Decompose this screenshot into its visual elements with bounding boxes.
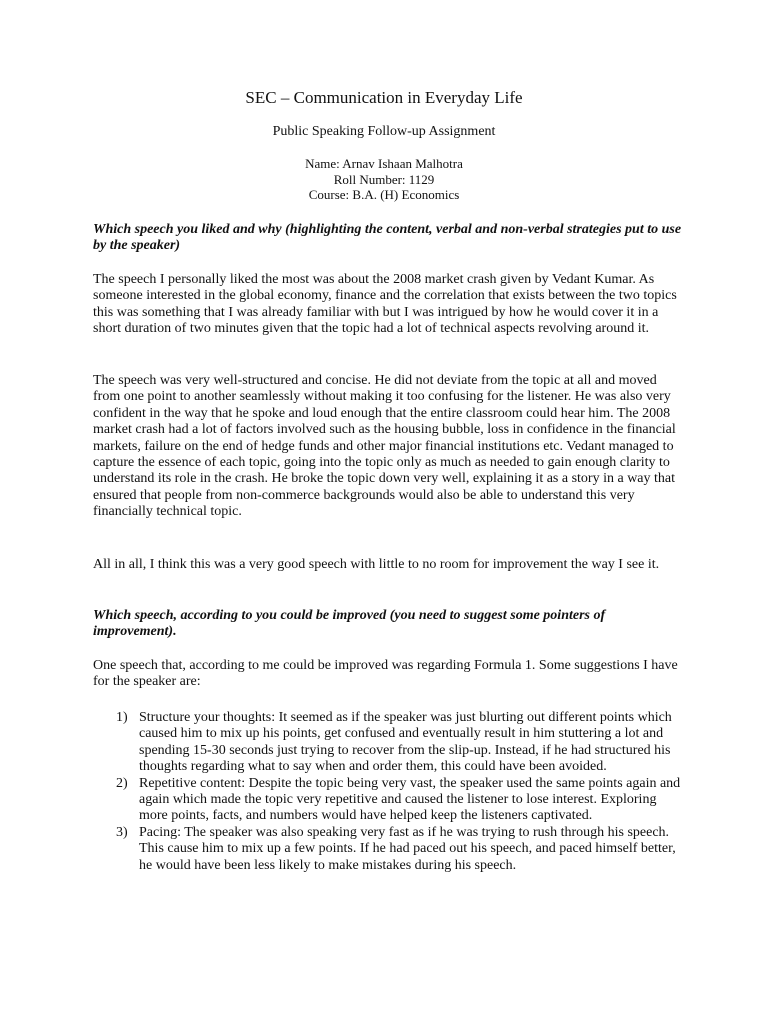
list-item: [93, 710, 683, 776]
list-item-text: Structure your thoughts: It seemed as if the speaker was just blurting out different points which caused him to mix up his points, get confused and eventually result in him stuttering a lot and spending 15-30 seconds just trying to recover from the slip-up. Instead, if he had structured his thoughts regarding what to say when and order them, this could have been avoided.: [139, 710, 672, 775]
paragraph-2: The speech was very well-structured and concise. He did not deviate from the topic at all and moved from one point to another seamlessly without making it too confusing for the listener. He was also very confident in the way that he spoke and loud enough that the entire classroom could hear him. The 2008 market crash had a lot of factors involved such as the housing bubble, loss in confidence in the financial markets, failure on the end of hedge funds and other major financial institutions etc. Vedant managed to capture the essence of each topic, going into the topic only as much as needed to gain enough clarity to understand its role in the crash. He broke the topic down very well, explaining it as a story in a way that ensured that people from non-commerce backgrounds would also be able to understand this very financially technical topic.: [93, 373, 676, 520]
list-item: [93, 825, 683, 874]
course: Course: B.A. (H) Economics: [308, 187, 460, 202]
list-item-number: 3): [116, 824, 128, 840]
suggestion-list: [93, 710, 683, 874]
paragraph-3: All in all, I think this was a very good speech with little to no room for improvement the way I see it.: [93, 557, 660, 572]
list-item-text: Pacing: The speaker was also speaking very fast as if he was trying to rush through his speech. This cause him to mix up a few points. If he had paced out his speech, and paced himself better, he would have been less likely to make mistakes during his speech.: [139, 824, 676, 873]
list-item-number: 1): [116, 710, 128, 725]
paragraph-4: One speech that, according to me could be improved was regarding Formula 1. Some suggestions I have for the speaker are:: [93, 658, 678, 690]
question-heading-1: Which speech you liked and why (highlighting the content, verbal and non-verbal strategies put to use by the speaker): [93, 222, 682, 254]
document-title: SEC – Communication in Everyday Life: [245, 88, 523, 107]
list-item: [93, 776, 683, 825]
question-heading-2: Which speech, according to you could be improved (you need to suggest some pointers of improvement).: [93, 608, 606, 640]
paragraph-1: The speech I personally liked the most was about the 2008 market crash given by Vedant Kumar. As someone interested in the global economy, finance and the correlation that exists between the two topics this was something that I was already familiar with but I was intrigued by how he would cover it in a short duration of two minutes given that the topic had a lot of technical aspects revolving around it.: [93, 272, 677, 337]
list-item-number: 2): [116, 775, 128, 791]
author-name: Name: Arnav Ishaan Malhotra: [305, 156, 463, 171]
document-subtitle: Public Speaking Follow-up Assignment: [272, 124, 496, 139]
author-details: [0, 156, 768, 203]
list-item-text: Repetitive content: Despite the topic being very vast, the speaker used the same points again and again which made the topic very repetitive and caused the listener to lose interest. Exploring more points, facts, and numbers would have helped keep the listeners captivated.: [139, 775, 681, 824]
roll-number: Roll Number: 1129: [333, 171, 435, 187]
